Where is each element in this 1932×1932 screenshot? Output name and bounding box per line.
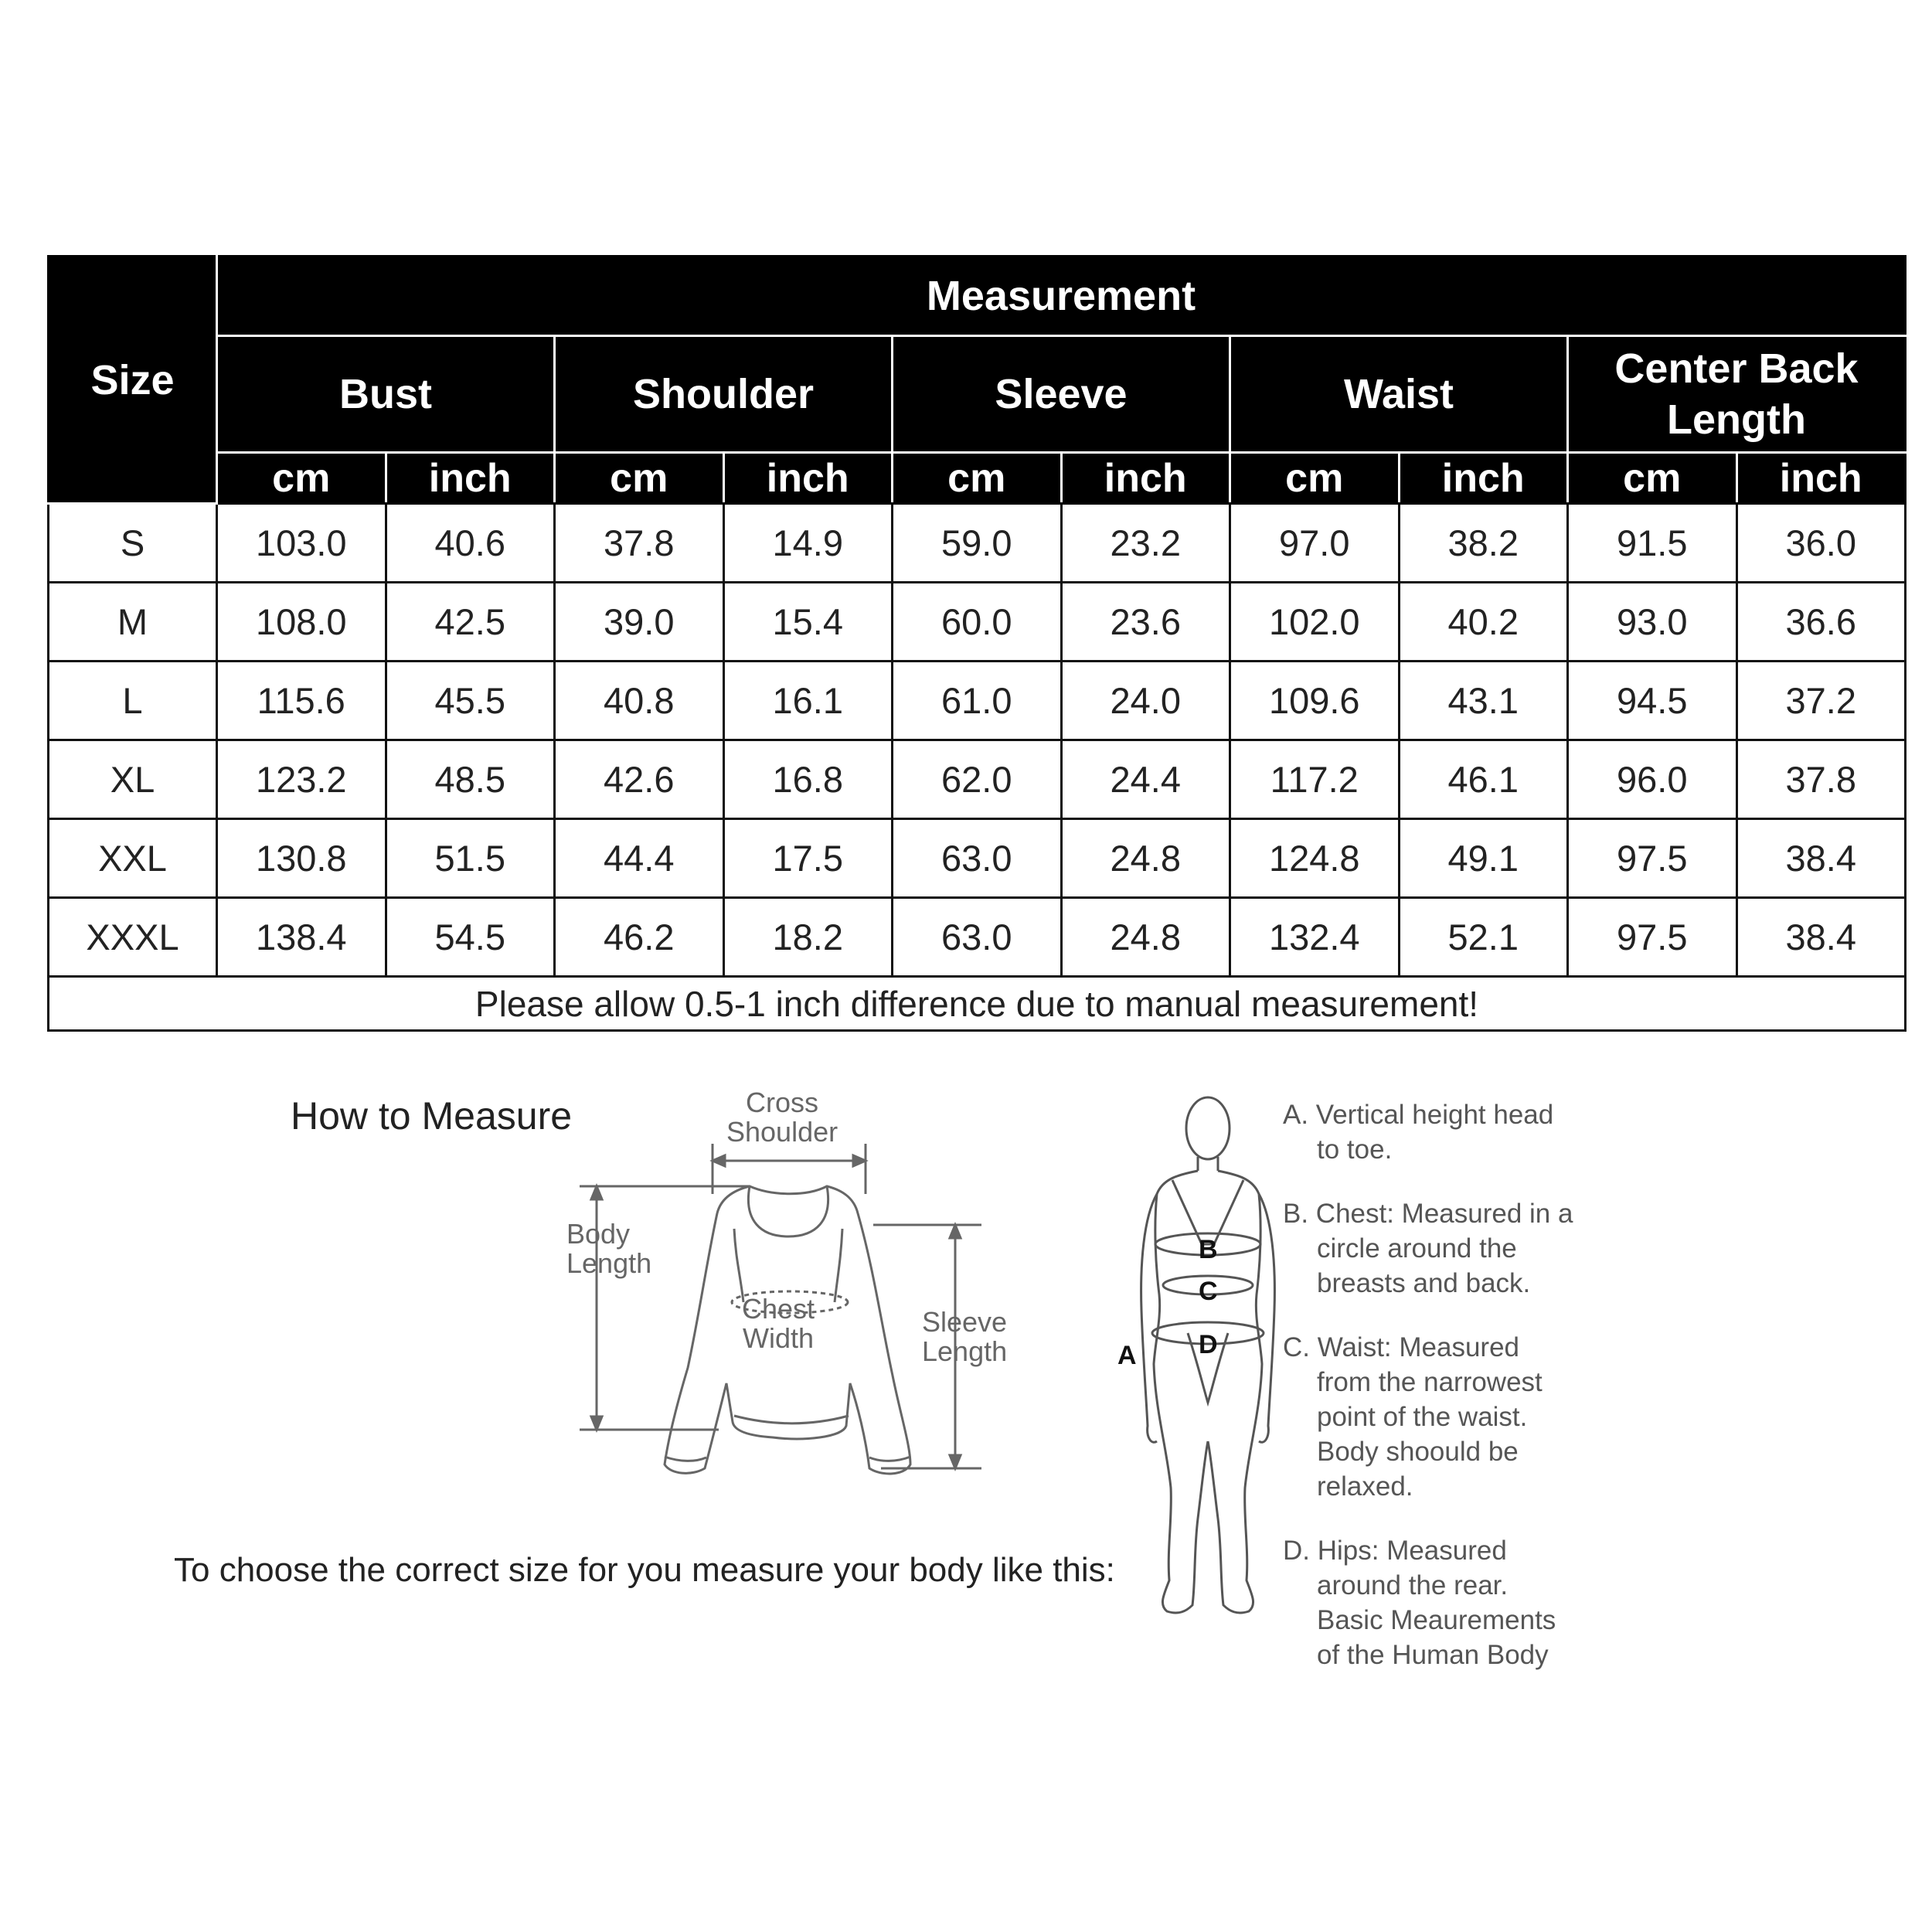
value-cell: 24.8 [1061, 898, 1230, 977]
value-cell: 17.5 [723, 819, 893, 898]
value-cell: 37.8 [1736, 740, 1906, 819]
table-row [49, 740, 1906, 819]
value-cell: 130.8 [217, 819, 386, 898]
how-to-measure-title: How to Measure [291, 1094, 573, 1138]
unit-header: cm [1568, 453, 1737, 504]
sleeve-length-label: Sleeve Length [922, 1306, 1008, 1367]
note-line: from the narrowest [1317, 1367, 1543, 1397]
value-cell: 62.0 [893, 740, 1062, 819]
value-cell: 124.8 [1230, 819, 1400, 898]
value-cell: 45.5 [386, 662, 555, 740]
value-cell: 96.0 [1568, 740, 1737, 819]
note-line: of the Human Body [1317, 1640, 1549, 1670]
note-item [1283, 1533, 1638, 1672]
value-cell: 61.0 [893, 662, 1062, 740]
unit-header: cm [893, 453, 1062, 504]
note-line: to toe. [1317, 1134, 1393, 1165]
value-cell: 16.1 [723, 662, 893, 740]
group-header-sleeve: Sleeve [893, 336, 1230, 453]
value-cell: 46.1 [1399, 740, 1568, 819]
measurement-header: Measurement [217, 257, 1906, 336]
unit-header: inch [1399, 453, 1568, 504]
choose-size-instruction: To choose the correct size for you measure your body like this: [174, 1551, 1115, 1589]
value-cell: 97.5 [1568, 898, 1737, 977]
value-cell: 115.6 [217, 662, 386, 740]
note-line: Basic Meaurements [1317, 1605, 1556, 1635]
value-cell: 15.4 [723, 583, 893, 662]
human-body-diagram [1124, 1086, 1294, 1642]
unit-header: inch [1736, 453, 1906, 504]
value-cell: 38.4 [1736, 819, 1906, 898]
value-cell: 97.0 [1230, 504, 1400, 583]
value-cell: 117.2 [1230, 740, 1400, 819]
table-row [49, 898, 1906, 977]
value-cell: 60.0 [893, 583, 1062, 662]
note-item [1283, 1196, 1638, 1301]
value-cell: 37.2 [1736, 662, 1906, 740]
cross-shoulder-label: Cross Shoulder [726, 1087, 838, 1148]
size-cell: XXXL [49, 898, 217, 977]
value-cell: 42.6 [555, 740, 724, 819]
measurement-notes [1283, 1097, 1638, 1702]
unit-header: inch [386, 453, 555, 504]
unit-header: cm [555, 453, 724, 504]
value-cell: 48.5 [386, 740, 555, 819]
value-cell: 43.1 [1399, 662, 1568, 740]
body-letter-c: C [1199, 1277, 1218, 1306]
value-cell: 24.8 [1061, 819, 1230, 898]
unit-header: inch [723, 453, 893, 504]
chest-width-label: Chest Width [742, 1293, 815, 1354]
note-heading: C. Waist: Measured [1283, 1332, 1520, 1362]
value-cell: 14.9 [723, 504, 893, 583]
value-cell: 63.0 [893, 898, 1062, 977]
value-cell: 94.5 [1568, 662, 1737, 740]
value-cell: 38.2 [1399, 504, 1568, 583]
value-cell: 18.2 [723, 898, 893, 977]
value-cell: 38.4 [1736, 898, 1906, 977]
value-cell: 40.2 [1399, 583, 1568, 662]
value-cell: 39.0 [555, 583, 724, 662]
value-cell: 59.0 [893, 504, 1062, 583]
note-heading: D. Hips: Measured [1283, 1536, 1507, 1566]
value-cell: 46.2 [555, 898, 724, 977]
value-cell: 109.6 [1230, 662, 1400, 740]
value-cell: 102.0 [1230, 583, 1400, 662]
value-cell: 49.1 [1399, 819, 1568, 898]
value-cell: 36.0 [1736, 504, 1906, 583]
note-line: Body shoould be [1317, 1437, 1519, 1467]
value-cell: 44.4 [555, 819, 724, 898]
size-column-header: Size [49, 257, 217, 504]
note-line: point of the waist. [1317, 1402, 1528, 1432]
value-cell: 97.5 [1568, 819, 1737, 898]
value-cell: 63.0 [893, 819, 1062, 898]
note-line: circle around the [1317, 1233, 1517, 1264]
table-row [49, 583, 1906, 662]
note-line: relaxed. [1317, 1471, 1413, 1502]
value-cell: 37.8 [555, 504, 724, 583]
note-item [1283, 1097, 1638, 1167]
value-cell: 23.2 [1061, 504, 1230, 583]
table-row [49, 819, 1906, 898]
body-letter-a: A [1117, 1341, 1137, 1370]
value-cell: 40.8 [555, 662, 724, 740]
value-cell: 93.0 [1568, 583, 1737, 662]
measurement-disclaimer: Please allow 0.5-1 inch difference due to manual measurement! [49, 977, 1906, 1031]
unit-header: inch [1061, 453, 1230, 504]
unit-header: cm [217, 453, 386, 504]
note-heading: B. Chest: Measured in a [1283, 1199, 1573, 1229]
unit-header: cm [1230, 453, 1400, 504]
table-row [49, 504, 1906, 583]
value-cell: 24.0 [1061, 662, 1230, 740]
size-cell: S [49, 504, 217, 583]
value-cell: 40.6 [386, 504, 555, 583]
note-line: breasts and back. [1317, 1268, 1531, 1298]
value-cell: 51.5 [386, 819, 555, 898]
note-item [1283, 1330, 1638, 1504]
size-cell: XXL [49, 819, 217, 898]
body-letter-d: D [1199, 1330, 1218, 1359]
group-header-shoulder: Shoulder [555, 336, 893, 453]
note-line: around the rear. [1317, 1570, 1509, 1600]
value-cell: 91.5 [1568, 504, 1737, 583]
value-cell: 108.0 [217, 583, 386, 662]
body-length-label: Body Length [566, 1218, 652, 1279]
group-header-center-back-length: Center Back Length [1568, 336, 1906, 453]
size-cell: XL [49, 740, 217, 819]
value-cell: 103.0 [217, 504, 386, 583]
size-cell: L [49, 662, 217, 740]
value-cell: 16.8 [723, 740, 893, 819]
value-cell: 123.2 [217, 740, 386, 819]
note-heading: A. Vertical height head [1283, 1100, 1554, 1130]
value-cell: 138.4 [217, 898, 386, 977]
value-cell: 36.6 [1736, 583, 1906, 662]
table-row [49, 662, 1906, 740]
group-header-waist: Waist [1230, 336, 1568, 453]
body-letter-b: B [1199, 1235, 1218, 1264]
group-header-bust: Bust [217, 336, 555, 453]
value-cell: 42.5 [386, 583, 555, 662]
value-cell: 52.1 [1399, 898, 1568, 977]
value-cell: 23.6 [1061, 583, 1230, 662]
value-cell: 132.4 [1230, 898, 1400, 977]
size-chart-table [47, 255, 1906, 1032]
value-cell: 54.5 [386, 898, 555, 977]
size-cell: M [49, 583, 217, 662]
value-cell: 24.4 [1061, 740, 1230, 819]
